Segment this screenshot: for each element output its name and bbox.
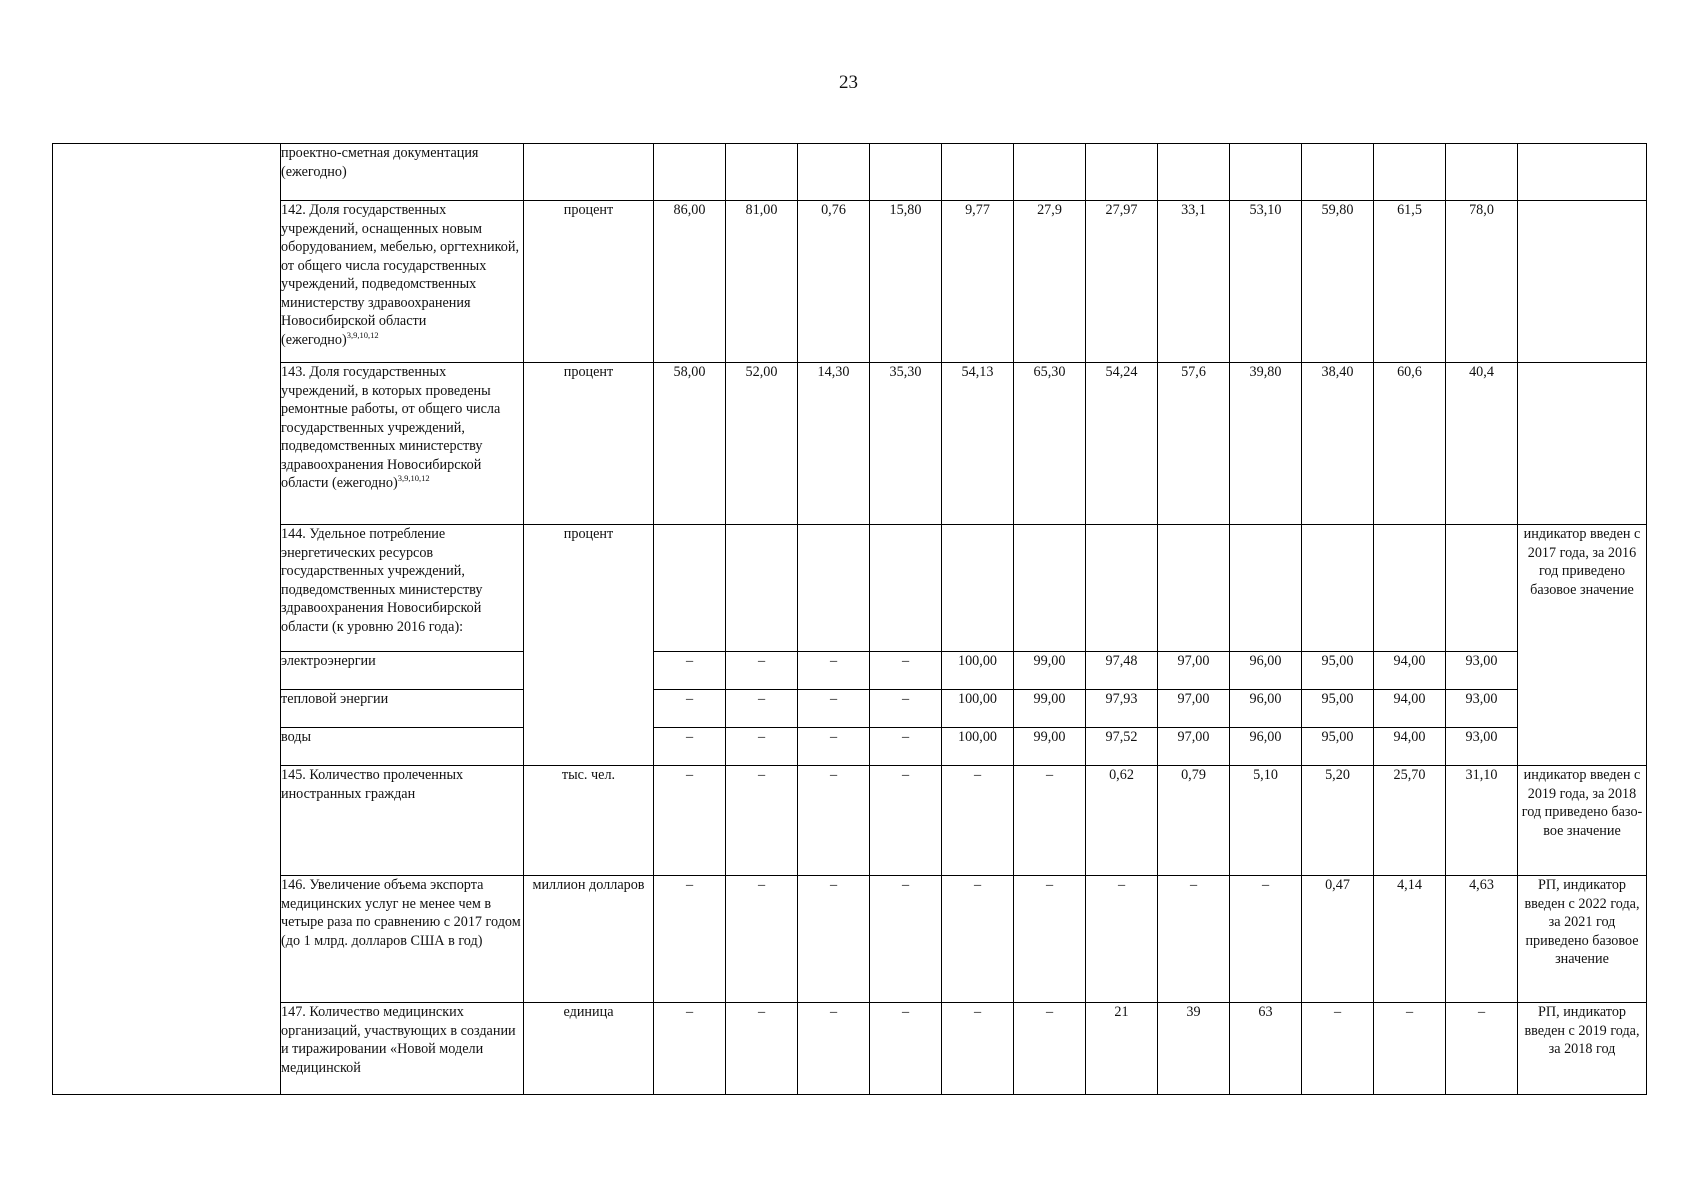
row-147-value-3 <box>798 1003 870 1095</box>
row-2-value-3 <box>798 363 870 525</box>
page-number: 23 <box>839 72 858 93</box>
row-0-value-9 <box>1230 144 1302 201</box>
row-0-unit <box>524 144 654 201</box>
row-144-sub-1-value-5 <box>942 690 1014 728</box>
row-147-value-1-text: – <box>685 1004 694 1020</box>
row-145-value-4-text: – <box>901 767 910 783</box>
row-146-value-2 <box>726 876 798 1003</box>
row-144-sub-1-value-12-text: 93,00 <box>1465 691 1498 707</box>
row-144-sub-1-value-11 <box>1374 690 1446 728</box>
row-146-value-1-text: – <box>685 877 694 893</box>
row-0-value-7 <box>1086 144 1158 201</box>
row-144-sub-2-value-5-text: 100,00 <box>957 729 997 745</box>
row-1-value-9-text: 53,10 <box>1249 202 1282 218</box>
row-144-sub-2-value-10-text: 95,00 <box>1321 729 1354 745</box>
row-145-value-6-text: – <box>1045 767 1054 783</box>
row-146-value-3 <box>798 876 870 1003</box>
row-1-value-3-text: 0,76 <box>821 202 846 218</box>
row-2-value-10-text: 38,40 <box>1321 364 1354 380</box>
row-1-value-1-text: 86,00 <box>673 202 706 218</box>
row-1-value-3 <box>798 201 870 363</box>
table-subrow <box>53 728 1647 766</box>
row-147-value-12-text: – <box>1477 1004 1486 1020</box>
row-147-value-6-text: – <box>1045 1004 1054 1020</box>
row-147-value-11 <box>1374 1003 1446 1095</box>
row-147-value-11-text: – <box>1405 1004 1414 1020</box>
row-144-sub-1-value-9 <box>1230 690 1302 728</box>
row-144-sub-2-value-12 <box>1446 728 1518 766</box>
row-144-sub-1-value-3 <box>798 690 870 728</box>
row-144-sub-1-value-10-text: 95,00 <box>1321 691 1354 707</box>
row-144-value-8 <box>1158 525 1230 652</box>
row-144-note <box>1518 525 1647 766</box>
row-144-sub-0-value-12-text: 93,00 <box>1465 653 1498 669</box>
row-1-value-8-text: 33,1 <box>1181 202 1206 218</box>
row-146-value-12 <box>1446 876 1518 1003</box>
row-145-value-8 <box>1158 766 1230 876</box>
row-144-sub-0-value-7 <box>1086 652 1158 690</box>
row-144-sub-0-value-11-text: 94,00 <box>1393 653 1426 669</box>
row-144-sub-2-value-2 <box>726 728 798 766</box>
row-144-sub-0-value-1-text: – <box>685 653 694 669</box>
row-0-value-2 <box>726 144 798 201</box>
row-145-value-6 <box>1014 766 1086 876</box>
row-144-sub-1-value-12 <box>1446 690 1518 728</box>
row-146-value-9 <box>1230 876 1302 1003</box>
row-144-sub-2-value-6 <box>1014 728 1086 766</box>
row-147-note-text: РП, индикатор введен с 2019 года, за 2018 год <box>1524 1004 1640 1057</box>
row-0-value-4 <box>870 144 942 201</box>
row-145-value-1-text: – <box>685 767 694 783</box>
row-0-note <box>1518 144 1647 201</box>
row-144-sub-0-value-6-text: 99,00 <box>1033 653 1066 669</box>
row-144-sub-0-value-5-text: 100,00 <box>957 653 997 669</box>
row-144-note-text: индикатор введен с 2017 года, за 2016 год приведено базовое значение <box>1523 526 1641 598</box>
row-145-value-10-text: 5,20 <box>1325 767 1350 783</box>
row-145-value-2-text: – <box>757 767 766 783</box>
row-0-value-12 <box>1446 144 1518 201</box>
row-144-sub-0-value-8 <box>1158 652 1230 690</box>
row-0-value-8 <box>1158 144 1230 201</box>
row-144-sub-1-value-2 <box>726 690 798 728</box>
row-145-value-5 <box>942 766 1014 876</box>
row-144-sub-2-value-8-text: 97,00 <box>1177 729 1210 745</box>
row-1-value-6-text: 27,9 <box>1037 202 1062 218</box>
row-1-value-10-text: 59,80 <box>1321 202 1354 218</box>
row-147-note <box>1518 1003 1647 1095</box>
row-1-value-12 <box>1446 201 1518 363</box>
row-0-value-6 <box>1014 144 1086 201</box>
row-2-name <box>281 363 524 525</box>
row-145-value-3 <box>798 766 870 876</box>
row-144-sub-2-value-11-text: 94,00 <box>1393 729 1426 745</box>
row-144-sub-1-value-9-text: 96,00 <box>1249 691 1282 707</box>
row-2-value-11 <box>1374 363 1446 525</box>
row-147-value-4-text: – <box>901 1004 910 1020</box>
row-147-value-7-text: 21 <box>1114 1004 1129 1020</box>
row-2-value-1 <box>654 363 726 525</box>
row-144-sub-1-value-11-text: 94,00 <box>1393 691 1426 707</box>
row-1-value-11-text: 61,5 <box>1397 202 1422 218</box>
row-146-unit-text: миллион долларов <box>532 877 645 893</box>
row-1-value-4-text: 15,80 <box>889 202 922 218</box>
row-144-sub-0-value-12 <box>1446 652 1518 690</box>
table-subrow <box>53 652 1647 690</box>
row-146-note-text: РП, индикатор введен с 2022 года, за 2021 год приведено базовое значение <box>1524 877 1640 967</box>
row-1-value-4 <box>870 201 942 363</box>
row-144-sub-0-value-10 <box>1302 652 1374 690</box>
row-1-value-6 <box>1014 201 1086 363</box>
row-147-value-9-text: 63 <box>1258 1004 1273 1020</box>
row-144-sub-1-value-1 <box>654 690 726 728</box>
row-144-sub-1-value-6-text: 99,00 <box>1033 691 1066 707</box>
row-0-value-10 <box>1302 144 1374 201</box>
row-144-sub-1-value-10 <box>1302 690 1374 728</box>
row-147-value-10-text: – <box>1333 1004 1342 1020</box>
row-144-sub-0-value-11 <box>1374 652 1446 690</box>
table-subrow <box>53 690 1647 728</box>
row-145-value-10 <box>1302 766 1374 876</box>
row-145-name <box>281 766 524 876</box>
row-144-sub-0-name-text: электроэнергии <box>281 653 376 669</box>
row-145-value-8-text: 0,79 <box>1181 767 1206 783</box>
row-145-value-5-text: – <box>973 767 982 783</box>
row-2-value-6 <box>1014 363 1086 525</box>
row-146-value-11 <box>1374 876 1446 1003</box>
row-147-name <box>281 1003 524 1095</box>
row-2-value-5 <box>942 363 1014 525</box>
row-145-value-11-text: 25,70 <box>1393 767 1426 783</box>
row-144-sub-2-value-7-text: 97,52 <box>1105 729 1138 745</box>
row-145-value-7-text: 0,62 <box>1109 767 1134 783</box>
row-146-value-7 <box>1086 876 1158 1003</box>
row-146-value-5-text: – <box>973 877 982 893</box>
row-146-value-2-text: – <box>757 877 766 893</box>
row-2-value-9-text: 39,80 <box>1249 364 1282 380</box>
row-144-sub-1-value-2-text: – <box>757 691 766 707</box>
row-1-unit <box>524 201 654 363</box>
row-144-sub-2-value-1-text: – <box>685 729 694 745</box>
row-145-name-text: 145. Количество пролеченных иностранных граждан <box>281 767 464 802</box>
row-147-value-2 <box>726 1003 798 1095</box>
row-1-value-1 <box>654 201 726 363</box>
row-147-value-8-text: 39 <box>1186 1004 1201 1020</box>
row-146-value-6 <box>1014 876 1086 1003</box>
row-147-value-2-text: – <box>757 1004 766 1020</box>
row-146-value-8-text: – <box>1189 877 1198 893</box>
row-144-value-7 <box>1086 525 1158 652</box>
row-144-sub-1-value-3-text: – <box>829 691 838 707</box>
row-2-value-4-text: 35,30 <box>889 364 922 380</box>
row-146-value-9-text: – <box>1261 877 1270 893</box>
row-147-value-5 <box>942 1003 1014 1095</box>
row-144-value-5 <box>942 525 1014 652</box>
row-145-value-7 <box>1086 766 1158 876</box>
row-1-unit-text: процент <box>563 202 614 218</box>
row-144-sub-1-value-5-text: 100,00 <box>957 691 997 707</box>
row-2-value-1-text: 58,00 <box>673 364 706 380</box>
row-146-name <box>281 876 524 1003</box>
row-145-value-4 <box>870 766 942 876</box>
row-145-unit-text: тыс. чел. <box>561 767 616 783</box>
row-146-value-1 <box>654 876 726 1003</box>
row-0-name <box>281 144 524 201</box>
row-2-value-6-text: 65,30 <box>1033 364 1066 380</box>
table-row <box>53 525 1647 652</box>
row-147-value-6 <box>1014 1003 1086 1095</box>
row-144-sub-1-value-7 <box>1086 690 1158 728</box>
row-147-unit-text: единица <box>563 1004 614 1020</box>
row-146-value-4-text: – <box>901 877 910 893</box>
row-147-value-4 <box>870 1003 942 1095</box>
row-144-value-12 <box>1446 525 1518 652</box>
row-144-sub-2-value-4 <box>870 728 942 766</box>
row-144-sub-2-value-3-text: – <box>829 729 838 745</box>
footnote-ref: 3,9,10,12 <box>397 473 430 483</box>
row-144-sub-1-name-text: тепловой энергии <box>281 691 389 707</box>
row-145-value-12-text: 31,10 <box>1465 767 1498 783</box>
row-146-value-6-text: – <box>1045 877 1054 893</box>
row-1-value-5-text: 9,77 <box>965 202 990 218</box>
row-144-sub-0-value-3-text: – <box>829 653 838 669</box>
row-146-value-11-text: 4,14 <box>1397 877 1422 893</box>
row-1-value-12-text: 78,0 <box>1469 202 1494 218</box>
row-144-sub-0-value-9 <box>1230 652 1302 690</box>
row-144-sub-2-value-9 <box>1230 728 1302 766</box>
row-145-note <box>1518 766 1647 876</box>
row-145-unit <box>524 766 654 876</box>
row-2-name-text: 143. Доля государственных учреждений, в которых проведены ремонтные работы, от общего числа государственных учреждений, подведомственных министерству здравоохранения Новосибирской области (ежегодно) <box>281 364 501 491</box>
row-145-value-1 <box>654 766 726 876</box>
row-147-value-7 <box>1086 1003 1158 1095</box>
row-147-value-5-text: – <box>973 1004 982 1020</box>
row-1-value-10 <box>1302 201 1374 363</box>
row-144-sub-2-value-10 <box>1302 728 1374 766</box>
row-144-sub-0-value-9-text: 96,00 <box>1249 653 1282 669</box>
row-144-name-text: 144. Удельное потребление энергетических ресурсов государственных учреждений, подведомственных министерству здравоохранения Новосибирской области (к уровню 2016 года): <box>281 526 483 635</box>
row-2-value-7-text: 54,24 <box>1105 364 1138 380</box>
row-144-value-9 <box>1230 525 1302 652</box>
row-0-name-text: проектно-сметная документация (ежегодно) <box>281 145 479 180</box>
row-144-sub-0-name <box>281 652 524 690</box>
row-144-sub-1-value-8-text: 97,00 <box>1177 691 1210 707</box>
row-1-value-5 <box>942 201 1014 363</box>
row-144-sub-0-value-1 <box>654 652 726 690</box>
row-144-sub-1-value-4 <box>870 690 942 728</box>
row-146-value-10 <box>1302 876 1374 1003</box>
row-2-value-7 <box>1086 363 1158 525</box>
row-144-value-2 <box>726 525 798 652</box>
row-144-value-6 <box>1014 525 1086 652</box>
row-2-note <box>1518 363 1647 525</box>
row-147-value-9 <box>1230 1003 1302 1095</box>
table-row <box>53 144 1647 201</box>
row-146-value-5 <box>942 876 1014 1003</box>
table-row <box>53 363 1647 525</box>
row-2-value-12-text: 40,4 <box>1469 364 1494 380</box>
row-147-name-text: 147. Количество медицинских организаций, участвующих в создании и тиражировании «Новой модели медицинской <box>281 1004 516 1076</box>
row-144-sub-2-name <box>281 728 524 766</box>
row-146-name-text: 146. Увеличение объема экспорта медицинских услуг не менее чем в четыре раза по сравнению с 2017 годом (до 1 млрд. долларов США в год) <box>281 877 521 949</box>
row-144-sub-1-value-7-text: 97,93 <box>1105 691 1138 707</box>
row-144-sub-2-name-text: воды <box>281 729 312 745</box>
row-1-value-7-text: 27,97 <box>1105 202 1138 218</box>
row-1-value-2 <box>726 201 798 363</box>
table-row <box>53 766 1647 876</box>
indicators-table <box>52 143 1647 1095</box>
row-1-name <box>281 201 524 363</box>
row-144-value-4 <box>870 525 942 652</box>
row-146-unit <box>524 876 654 1003</box>
row-146-value-3-text: – <box>829 877 838 893</box>
footnote-ref: 3,9,10,12 <box>346 329 379 340</box>
row-145-value-12 <box>1446 766 1518 876</box>
row-144-sub-1-name <box>281 690 524 728</box>
row-144-sub-0-value-8-text: 97,00 <box>1177 653 1210 669</box>
row-146-value-8 <box>1158 876 1230 1003</box>
row-144-value-1 <box>654 525 726 652</box>
row-145-value-11 <box>1374 766 1446 876</box>
row-144-sub-0-value-4 <box>870 652 942 690</box>
row-2-value-9 <box>1230 363 1302 525</box>
row-144-sub-0-value-7-text: 97,48 <box>1105 653 1138 669</box>
table-row <box>53 201 1647 363</box>
row-2-value-12 <box>1446 363 1518 525</box>
row-144-sub-2-value-5 <box>942 728 1014 766</box>
row-147-unit <box>524 1003 654 1095</box>
row-144-unit-text: процент <box>563 526 614 542</box>
row-146-value-10-text: 0,47 <box>1325 877 1350 893</box>
row-144-sub-2-value-12-text: 93,00 <box>1465 729 1498 745</box>
row-1-value-7 <box>1086 201 1158 363</box>
row-147-value-1 <box>654 1003 726 1095</box>
row-144-sub-1-value-6 <box>1014 690 1086 728</box>
row-144-sub-2-value-1 <box>654 728 726 766</box>
row-0-value-1 <box>654 144 726 201</box>
row-0-value-3 <box>798 144 870 201</box>
row-144-sub-0-value-5 <box>942 652 1014 690</box>
row-145-value-9-text: 5,10 <box>1253 767 1278 783</box>
row-144-sub-1-value-8 <box>1158 690 1230 728</box>
row-144-sub-0-value-3 <box>798 652 870 690</box>
row-144-sub-2-value-8 <box>1158 728 1230 766</box>
row-1-value-8 <box>1158 201 1230 363</box>
table-row <box>53 876 1647 1003</box>
table-row <box>53 1003 1647 1095</box>
row-2-value-2-text: 52,00 <box>745 364 778 380</box>
row-145-value-2 <box>726 766 798 876</box>
row-144-sub-0-value-2 <box>726 652 798 690</box>
row-146-note <box>1518 876 1647 1003</box>
row-2-value-8 <box>1158 363 1230 525</box>
row-147-value-10 <box>1302 1003 1374 1095</box>
row-147-value-3-text: – <box>829 1004 838 1020</box>
row-144-unit <box>524 525 654 766</box>
row-144-sub-0-value-10-text: 95,00 <box>1321 653 1354 669</box>
row-144-sub-1-value-4-text: – <box>901 691 910 707</box>
row-144-value-11 <box>1374 525 1446 652</box>
row-144-sub-0-value-2-text: – <box>757 653 766 669</box>
row-146-value-12-text: 4,63 <box>1469 877 1494 893</box>
row-146-value-4 <box>870 876 942 1003</box>
row-2-unit-text: процент <box>563 364 614 380</box>
row-2-value-2 <box>726 363 798 525</box>
row-0-value-11 <box>1374 144 1446 201</box>
row-2-value-4 <box>870 363 942 525</box>
row-2-value-5-text: 54,13 <box>961 364 994 380</box>
row-1-value-11 <box>1374 201 1446 363</box>
row-144-value-10 <box>1302 525 1374 652</box>
row-144-sub-1-value-1-text: – <box>685 691 694 707</box>
row-144-sub-2-value-6-text: 99,00 <box>1033 729 1066 745</box>
row-146-value-7-text: – <box>1117 877 1126 893</box>
row-2-value-10 <box>1302 363 1374 525</box>
section-column <box>53 144 281 1095</box>
row-2-value-3-text: 14,30 <box>817 364 850 380</box>
row-144-value-3 <box>798 525 870 652</box>
row-0-value-5 <box>942 144 1014 201</box>
row-2-unit <box>524 363 654 525</box>
row-144-sub-2-value-11 <box>1374 728 1446 766</box>
row-1-name-text: 142. Доля государственных учреждений, оснащенных новым оборудованием, мебелью, оргтехникой, от общего числа государственных учреждений, подведомственных министерству здравоохранения Новосибирской области (ежегодно) <box>281 202 520 348</box>
row-144-sub-2-value-7 <box>1086 728 1158 766</box>
row-145-note-text: индикатор введен с 2019 года, за 2018 год приведено базо-вое значение <box>1521 767 1643 839</box>
row-144-sub-0-value-4-text: – <box>901 653 910 669</box>
row-144-sub-2-value-9-text: 96,00 <box>1249 729 1282 745</box>
row-2-value-11-text: 60,6 <box>1397 364 1422 380</box>
row-144-sub-2-value-2-text: – <box>757 729 766 745</box>
row-1-note <box>1518 201 1647 363</box>
row-147-value-8 <box>1158 1003 1230 1095</box>
row-144-sub-0-value-6 <box>1014 652 1086 690</box>
row-144-sub-2-value-3 <box>798 728 870 766</box>
row-144-sub-2-value-4-text: – <box>901 729 910 745</box>
row-147-value-12 <box>1446 1003 1518 1095</box>
row-1-value-9 <box>1230 201 1302 363</box>
row-145-value-3-text: – <box>829 767 838 783</box>
row-2-value-8-text: 57,6 <box>1181 364 1206 380</box>
row-1-value-2-text: 81,00 <box>745 202 778 218</box>
row-144-name <box>281 525 524 652</box>
row-145-value-9 <box>1230 766 1302 876</box>
